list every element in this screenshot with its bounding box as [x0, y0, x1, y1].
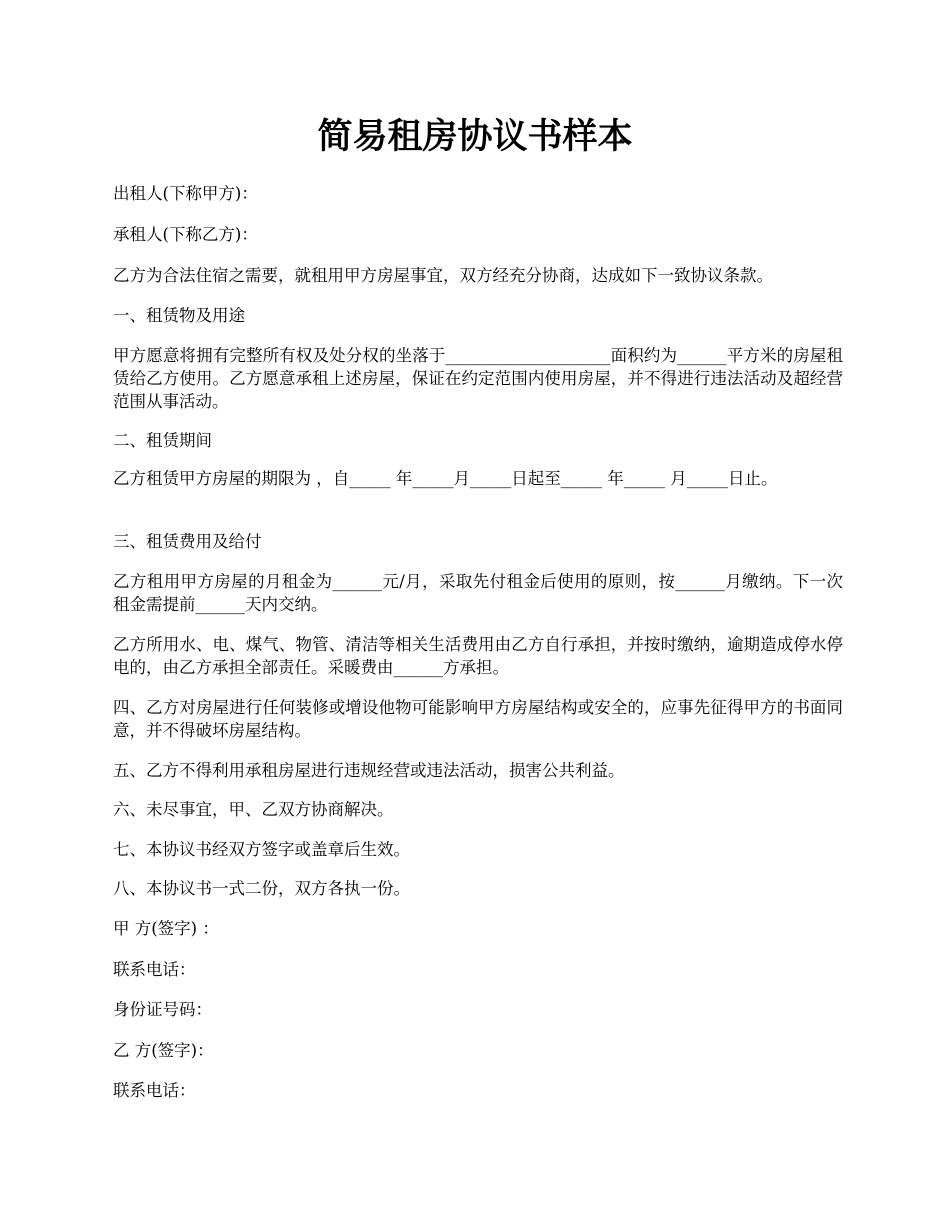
section2-heading: 二、租赁期间 [113, 431, 212, 450]
section3-heading: 三、租赁费用及给付 [113, 532, 262, 551]
clause-6: 六、未尽事宜，甲、乙双方协商解决。 [113, 800, 394, 819]
section3-body-utilities: 乙方所用水、电、煤气、物管、清洁等相关生活费用由乙方自行承担，并按时缴纳，逾期造成停水停电的，由乙方承担全部责任。采暖费由______方承担。 [113, 635, 843, 677]
party-a-id-number: 身份证号码： [113, 1000, 212, 1019]
section3-body-rent: 乙方租用甲方房屋的月租金为______元/月，采取先付租金后使用的原则，按______月缴纳。下一次租金需提前______天内交纳。 [113, 572, 843, 614]
party-a-signature: 甲 方(签字) ： [113, 919, 219, 938]
intro-paragraph: 乙方为合法住宿之需要，就租用甲方房屋事宜，双方经充分协商，达成如下一致协议条款。 [113, 266, 773, 285]
clause-4: 四、乙方对房屋进行任何装修或增设他物可能影响甲方房屋结构或安全的，应事先征得甲方的书面同意，并不得破坏房屋结构。 [113, 698, 843, 740]
party-b-signature: 乙 方(签字)： [113, 1041, 214, 1060]
section1-body: 甲方愿意将拥有完整所有权及处分权的坐落于____________________面积约为______平方米的房屋租赁给乙方使用。乙方愿意承租上述房屋，保证在约定范围内使用房屋，并不得进行违法活动及超经营范围从事活动。 [113, 346, 843, 411]
section1-heading: 一、租赁物及用途 [113, 306, 245, 325]
document-title: 简易租房协议书样本 [317, 116, 633, 157]
clause-8: 八、本协议书一式二份，双方各执一份。 [113, 879, 410, 898]
clause-5: 五、乙方不得利用承租房屋进行违规经营或违法活动，损害公共利益。 [113, 761, 625, 780]
party-a-phone: 联系电话： [113, 960, 196, 979]
party-b-phone: 联系电话： [113, 1081, 196, 1100]
clause-7: 七、本协议书经双方签字或盖章后生效。 [113, 840, 410, 859]
lessee-label: 承租人(下称乙方)： [113, 225, 258, 244]
section2-body: 乙方租赁甲方房屋的期限为 ，自_____ 年_____月_____日起至_____ 年_____ 月_____日止。 [113, 469, 778, 488]
lessor-label: 出租人(下称甲方)： [113, 184, 258, 203]
